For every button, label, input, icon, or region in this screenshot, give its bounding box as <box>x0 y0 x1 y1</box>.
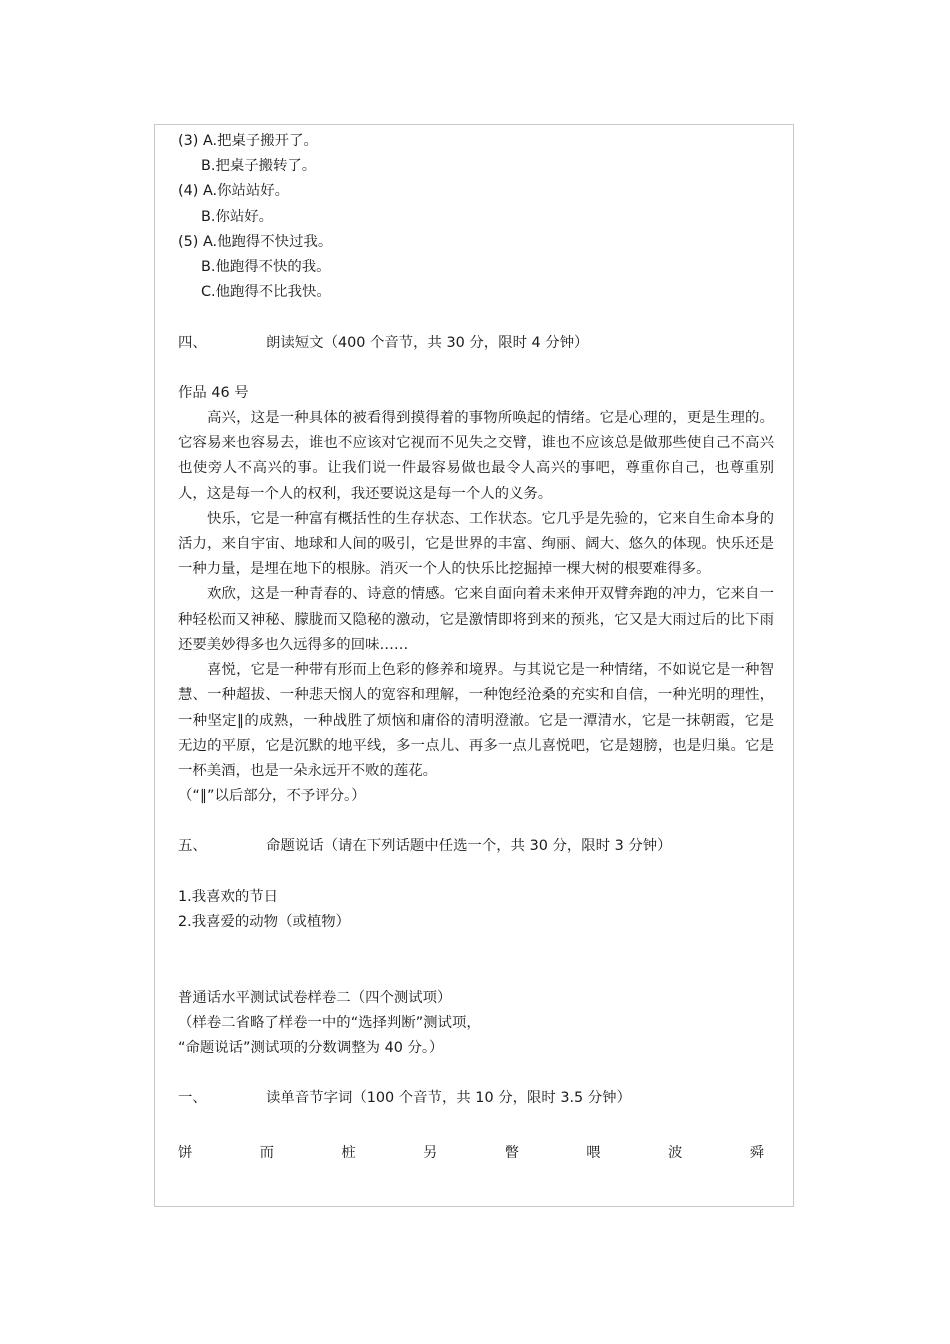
character-item: 喂 <box>586 1144 601 1161</box>
q3-option-b: B.把桌子搬转了。 <box>201 158 317 175</box>
q5-option-c: C.他跑得不比我快。 <box>201 284 331 301</box>
character-item: 舜 <box>749 1144 764 1161</box>
section-title: 读单音节字词（100 个音节，共 10 分，限时 3.5 分钟） <box>266 1090 631 1107</box>
sample-2-note: （样卷二省略了样卷一中的“选择判断”测试项， <box>178 1014 481 1031</box>
section-4-heading <box>178 331 774 356</box>
q4-option-b: B.你站好。 <box>201 208 274 225</box>
topic-item: 1.我喜欢的节日 <box>178 888 279 905</box>
work-title: 作品 46 号 <box>178 384 249 401</box>
q4-option-a: (4) A.你站站好。 <box>178 183 290 200</box>
sample-2-title: 普通话水平测试试卷样卷二（四个测试项） <box>178 989 452 1006</box>
character-item: 饼 <box>178 1144 193 1161</box>
q3-option-a: (3) A.把桌子搬开了。 <box>178 133 318 149</box>
section-number: 四、 <box>178 334 207 351</box>
character-item: 另 <box>422 1144 438 1161</box>
sample-2-note: “命题说话”测试项的分数调整为 40 分。） <box>178 1039 444 1056</box>
section-5-heading <box>178 834 774 859</box>
reading-paragraph: 快乐，它是一种富有概括性的生存状态、工作状态。它几乎是先验的，它来自生命本身的活力，来自宇宙、地球和人间的吸引，它是世界的丰富、绚丽、阔大、悠久的体现。快乐还是一种力量，是埋在地下的根脉。消灭一个人的快乐比挖掘掉一棵大树的根要难得多。 <box>178 510 774 578</box>
reading-paragraph: 欢欣，这是一种青春的、诗意的情感。它来自面向着未来伸开双臂奔跑的冲力，它来自一种轻松而又神秘、朦胧而又隐秘的激动，它是激情即将到来的预兆，它又是大雨过后的比下雨还要美妙得多也久远得多的回味…… <box>178 586 774 653</box>
character-item: 瞥 <box>504 1144 520 1161</box>
character-item: 而 <box>259 1144 275 1161</box>
section-title: 朗读短文（400 个音节，共 30 分，限时 4 分钟） <box>266 334 589 351</box>
character-item: 桩 <box>341 1144 356 1161</box>
q5-option-a: (5) A.他跑得不快过我。 <box>178 233 333 250</box>
character-row <box>178 1141 764 1166</box>
character-item: 波 <box>667 1144 683 1161</box>
reading-paragraph: 喜悦，它是一种带有形而上色彩的修养和境界。与其说它是一种情绪，不如说它是一种智慧、一种超拔、一种悲天悯人的宽容和理解，一种饱经沧桑的充实和自信，一种光明的理性，一种坚定∥的成熟，一种战胜了烦恼和庸俗的清明澄澈。它是一潭清水，它是一抹朝霞，它是无边的平原，它是沉默的地平线，多一点儿、再多一点儿喜悦吧，它是翅膀，也是归巢。它是一杯美酒，也是一朵永远开不败的莲花。 <box>178 662 774 779</box>
document-content <box>178 129 774 1166</box>
topic-item: 2.我喜爱的动物（或植物） <box>178 914 351 931</box>
section-number: 五、 <box>178 838 207 855</box>
q5-option-b: B.他跑得不快的我。 <box>201 258 331 275</box>
section-number: 一、 <box>178 1090 207 1107</box>
section-title: 命题说话（请在下列话题中任选一个，共 30 分，限时 3 分钟） <box>266 838 672 855</box>
section-1-heading <box>178 1086 774 1111</box>
reading-paragraph: 高兴，这是一种具体的被看得到摸得着的事物所唤起的情绪。它是心理的，更是生理的。它容易来也容易去，谁也不应该对它视而不见失之交臂，谁也不应该总是做那些使自己不高兴也使旁人不高兴的事。让我们说一件最容易做也最令人高兴的事吧，尊重你自己，也尊重别人，这是每一个人的权利，我还要说这是每一个人的义务。 <box>178 410 774 502</box>
scoring-note: （“∥”以后部分，不予评分。） <box>178 788 366 805</box>
